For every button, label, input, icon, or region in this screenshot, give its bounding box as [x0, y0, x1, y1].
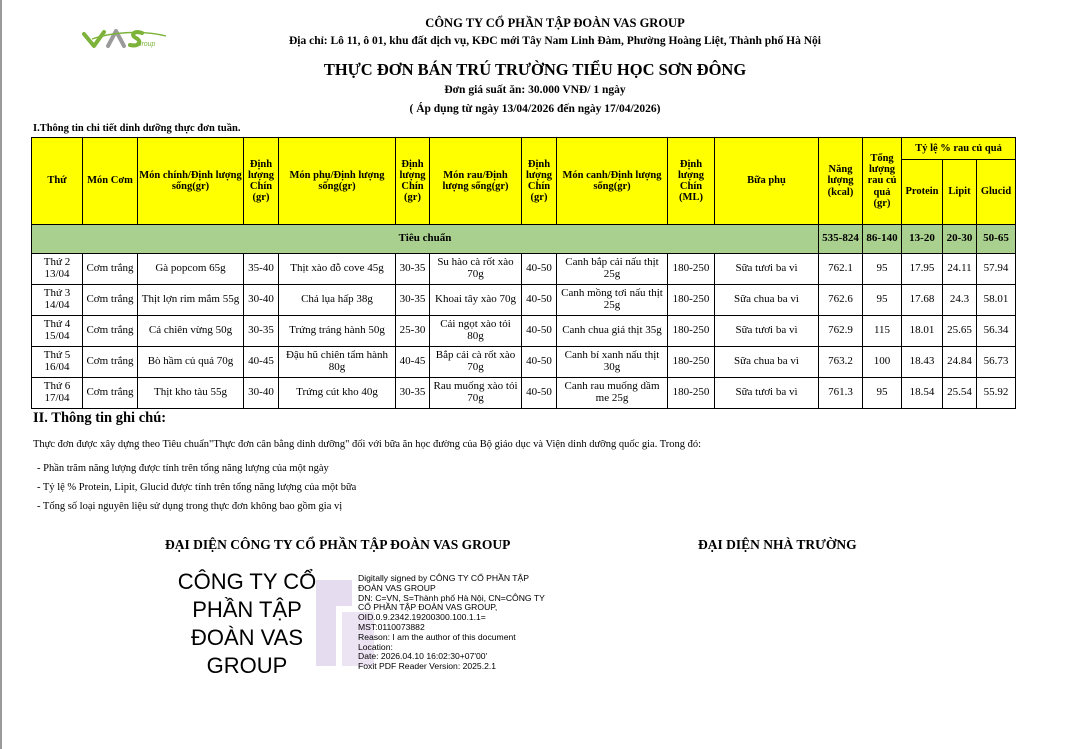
cell-chin-2: 25-30 — [396, 316, 430, 347]
standard-label: Tiêu chuẩn — [32, 225, 819, 254]
section-1-title: I.Thông tin chi tiết dinh dưỡng thực đơn tuần. — [33, 123, 241, 134]
cell-mon-chinh: Cá chiên vừng 50g — [138, 316, 244, 347]
apply-period: ( Áp dụng từ ngày 13/04/2026 đến ngày 17/04/2026) — [409, 103, 661, 115]
cell-thu: Thứ 4 15/04 — [32, 316, 83, 347]
cell-mon-chinh: Thịt lợn rim mắm 55g — [138, 285, 244, 316]
standard-protein: 13-20 — [902, 225, 943, 254]
cell-mon-chinh: Gà popcom 65g — [138, 254, 244, 285]
digital-signature-details — [358, 574, 588, 672]
cell-lipit: 24.3 — [943, 285, 977, 316]
cell-com: Cơm trắng — [83, 378, 138, 409]
cell-mon-chinh: Bò hầm củ quả 70g — [138, 347, 244, 378]
menu-table — [31, 137, 1016, 409]
cell-protein: 18.01 — [902, 316, 943, 347]
cell-bua-phu: Sữa chua ba vì — [715, 347, 819, 378]
cell-protein: 18.43 — [902, 347, 943, 378]
col-header-thu: Thứ — [32, 138, 83, 225]
cell-protein: 17.95 — [902, 254, 943, 285]
table-row — [32, 378, 1016, 409]
company-address: Địa chỉ: Lô 11, ô 01, khu đất dịch vụ, KĐC mới Tây Nam Linh Đàm, Phường Hoàng Liệt, Thành phố Hà Nội — [288, 35, 822, 47]
cell-kcal: 762.1 — [819, 254, 863, 285]
col-header-glucid: Glucid — [977, 160, 1016, 225]
company-name: CÔNG TY CỔ PHẦN TẬP ĐOÀN VAS GROUP — [425, 16, 685, 30]
note-bullet: - Phần trăm năng lượng được tính trên tổng năng lượng của một ngày — [37, 463, 329, 474]
section-2-title: II. Thông tin ghi chú: — [33, 410, 167, 426]
cell-lipit: 25.54 — [943, 378, 977, 409]
col-header-mon-chinh: Món chính/Định lượng sống(gr) — [138, 138, 244, 225]
col-header-mon-phu: Món phụ/Định lượng sống(gr) — [279, 138, 396, 225]
cell-thu: Thứ 3 14/04 — [32, 285, 83, 316]
cell-mon-phu: Trứng cút kho 40g — [279, 378, 396, 409]
cell-chin-1: 30-35 — [244, 316, 279, 347]
table-row — [32, 347, 1016, 378]
signature-line: Reason: I am the author of this document — [358, 631, 516, 642]
cell-chin-1: 40-45 — [244, 347, 279, 378]
cell-mon-canh: Canh mồng tơi nấu thịt 25g — [557, 285, 668, 316]
cell-glucid: 58.01 — [977, 285, 1016, 316]
cell-glucid: 57.94 — [977, 254, 1016, 285]
cell-thu: Thứ 2 13/04 — [32, 254, 83, 285]
cell-thu: Thứ 6 17/04 — [32, 378, 83, 409]
cell-mon-phu: Thịt xào đỗ cove 45g — [279, 254, 396, 285]
section-2-intro: Thực đơn được xây dựng theo Tiêu chuẩn"Thực đơn cân bằng dinh dưỡng" đối với bữa ăn học đường của Bộ giáo dục và Viện dinh dưỡng quốc gia. Trong đó: — [33, 439, 702, 450]
cell-mon-rau: Cải ngọt xào tỏi 80g — [430, 316, 522, 347]
cell-rau-qua: 95 — [863, 285, 902, 316]
cell-com: Cơm trắng — [83, 316, 138, 347]
cell-com: Cơm trắng — [83, 285, 138, 316]
cell-ml: 180-250 — [668, 285, 715, 316]
cell-rau-qua: 95 — [863, 378, 902, 409]
col-header-protein: Protein — [902, 160, 943, 225]
signature-line: OID.0.9.2342.19200300.100.1.1= — [358, 612, 486, 623]
cell-chin-3: 40-50 — [522, 378, 557, 409]
cell-bua-phu: Sữa tươi ba vì — [715, 378, 819, 409]
note-bullet: - Tổng số loại nguyên liệu sử dụng trong thực đơn không bao gồm gia vị — [37, 501, 343, 512]
cell-lipit: 25.65 — [943, 316, 977, 347]
col-header-dinh-luong-chin: Định lượng Chín (gr) — [522, 138, 557, 225]
standard-veg: 86-140 — [863, 225, 902, 254]
signature-line: Date: 2026.04.10 16:02:30+07'00' — [358, 651, 488, 662]
col-header-nang-luong: Năng lượng (kcal) — [819, 138, 863, 225]
cell-ml: 180-250 — [668, 254, 715, 285]
cell-mon-chinh: Thịt kho tàu 55g — [138, 378, 244, 409]
cell-protein: 18.54 — [902, 378, 943, 409]
cell-lipit: 24.84 — [943, 347, 977, 378]
cell-glucid: 55.92 — [977, 378, 1016, 409]
cell-chin-1: 35-40 — [244, 254, 279, 285]
note-bullet: - Tỷ lệ % Protein, Lipit, Glucid được tính trên tổng năng lượng của một bữa — [37, 482, 357, 493]
signature-line: ĐOÀN VAS GROUP — [358, 582, 436, 593]
col-header-mon-rau: Món rau/Định lượng sống(gr) — [430, 138, 522, 225]
col-header-tong-rau: Tổng lượng rau củ quả (gr) — [863, 138, 902, 225]
cell-mon-phu: Chả lụa hấp 38g — [279, 285, 396, 316]
school-representative-title: ĐẠI DIỆN NHÀ TRƯỜNG — [698, 537, 857, 552]
cell-chin-1: 30-40 — [244, 285, 279, 316]
col-header-ty-le: Tỷ lệ % rau củ quả — [902, 138, 1016, 160]
cell-chin-3: 40-50 — [522, 254, 557, 285]
col-header-mon-canh: Món canh/Định lượng sống(gr) — [557, 138, 668, 225]
table-row — [32, 254, 1016, 285]
cell-mon-rau: Rau muống xào tỏi 70g — [430, 378, 522, 409]
cell-chin-3: 40-50 — [522, 285, 557, 316]
cell-mon-canh: Canh chua giá thịt 35g — [557, 316, 668, 347]
cell-mon-rau: Bắp cải cà rốt xào 70g — [430, 347, 522, 378]
cell-chin-1: 30-40 — [244, 378, 279, 409]
cell-bua-phu: Sữa chua ba vì — [715, 285, 819, 316]
meal-price: Đơn giá suất ăn: 30.000 VNĐ/ 1 ngày — [444, 84, 626, 96]
col-header-lipit: Lipit — [943, 160, 977, 225]
cell-kcal: 762.6 — [819, 285, 863, 316]
cell-protein: 17.68 — [902, 285, 943, 316]
cell-chin-2: 30-35 — [396, 254, 430, 285]
col-header-dinh-luong-chin: Định lượng Chín (gr) — [396, 138, 430, 225]
col-header-dinh-luong-ml: Định lượng Chín (ML) — [668, 138, 715, 225]
cell-bua-phu: Sữa tươi ba vì — [715, 254, 819, 285]
cell-chin-2: 30-35 — [396, 378, 430, 409]
cell-mon-canh: Canh bắp cải nấu thịt 25g — [557, 254, 668, 285]
table-row — [32, 316, 1016, 347]
cell-rau-qua: 95 — [863, 254, 902, 285]
cell-chin-2: 40-45 — [396, 347, 430, 378]
cell-mon-canh: Canh rau muống dầm me 25g — [557, 378, 668, 409]
cell-glucid: 56.34 — [977, 316, 1016, 347]
cell-rau-qua: 100 — [863, 347, 902, 378]
cell-kcal: 761.3 — [819, 378, 863, 409]
cell-mon-phu: Đậu hũ chiên tẩm hành 80g — [279, 347, 396, 378]
cell-lipit: 24.11 — [943, 254, 977, 285]
signature-line: DN: C=VN, S=Thành phố Hà Nội, CN=CÔNG TY — [358, 592, 545, 603]
signature-line: Foxit PDF Reader Version: 2025.2.1 — [358, 661, 497, 672]
col-header-bua-phu: Bữa phụ — [715, 138, 819, 225]
cell-mon-canh: Canh bí xanh nấu thịt 30g — [557, 347, 668, 378]
signature-line: Digitally signed by CÔNG TY CỔ PHẦN TẬP — [358, 573, 529, 583]
cell-chin-3: 40-50 — [522, 347, 557, 378]
cell-com: Cơm trắng — [83, 254, 138, 285]
col-header-dinh-luong-chin: Định lượng Chín (gr) — [244, 138, 279, 225]
standard-row — [32, 225, 1016, 254]
signer-name: CÔNG TY CỔ PHẦN TẬP ĐOÀN VAS GROUP — [177, 569, 317, 678]
cell-ml: 180-250 — [668, 378, 715, 409]
cell-chin-3: 40-50 — [522, 316, 557, 347]
cell-chin-2: 30-35 — [396, 285, 430, 316]
cell-thu: Thứ 5 16/04 — [32, 347, 83, 378]
table-row — [32, 285, 1016, 316]
cell-ml: 180-250 — [668, 316, 715, 347]
cell-kcal: 763.2 — [819, 347, 863, 378]
document-title: THỰC ĐƠN BÁN TRÚ TRƯỜNG TIỂU HỌC SƠN ĐÔNG — [323, 60, 747, 79]
signature-line: CỔ PHẦN TẬP ĐOÀN VAS GROUP, — [358, 602, 498, 613]
standard-glucid: 50-65 — [977, 225, 1016, 254]
cell-glucid: 56.73 — [977, 347, 1016, 378]
cell-bua-phu: Sữa tươi ba vì — [715, 316, 819, 347]
signature-line: Location: — [358, 641, 393, 652]
cell-kcal: 762.9 — [819, 316, 863, 347]
cell-ml: 180-250 — [668, 347, 715, 378]
cell-com: Cơm trắng — [83, 347, 138, 378]
cell-mon-phu: Trứng tráng hành 50g — [279, 316, 396, 347]
col-header-mon-com: Món Cơm — [83, 138, 138, 225]
standard-energy: 535-824 — [819, 225, 863, 254]
signature-line: MST:0110073882 — [358, 621, 425, 632]
logo-subtext: Group — [136, 41, 156, 48]
company-representative-title: ĐẠI DIỆN CÔNG TY CỔ PHẦN TẬP ĐOÀN VAS GROUP — [165, 537, 511, 552]
cell-mon-rau: Khoai tây xào 70g — [430, 285, 522, 316]
cell-mon-rau: Su hào cà rốt xào 70g — [430, 254, 522, 285]
cell-rau-qua: 115 — [863, 316, 902, 347]
standard-lipit: 20-30 — [943, 225, 977, 254]
